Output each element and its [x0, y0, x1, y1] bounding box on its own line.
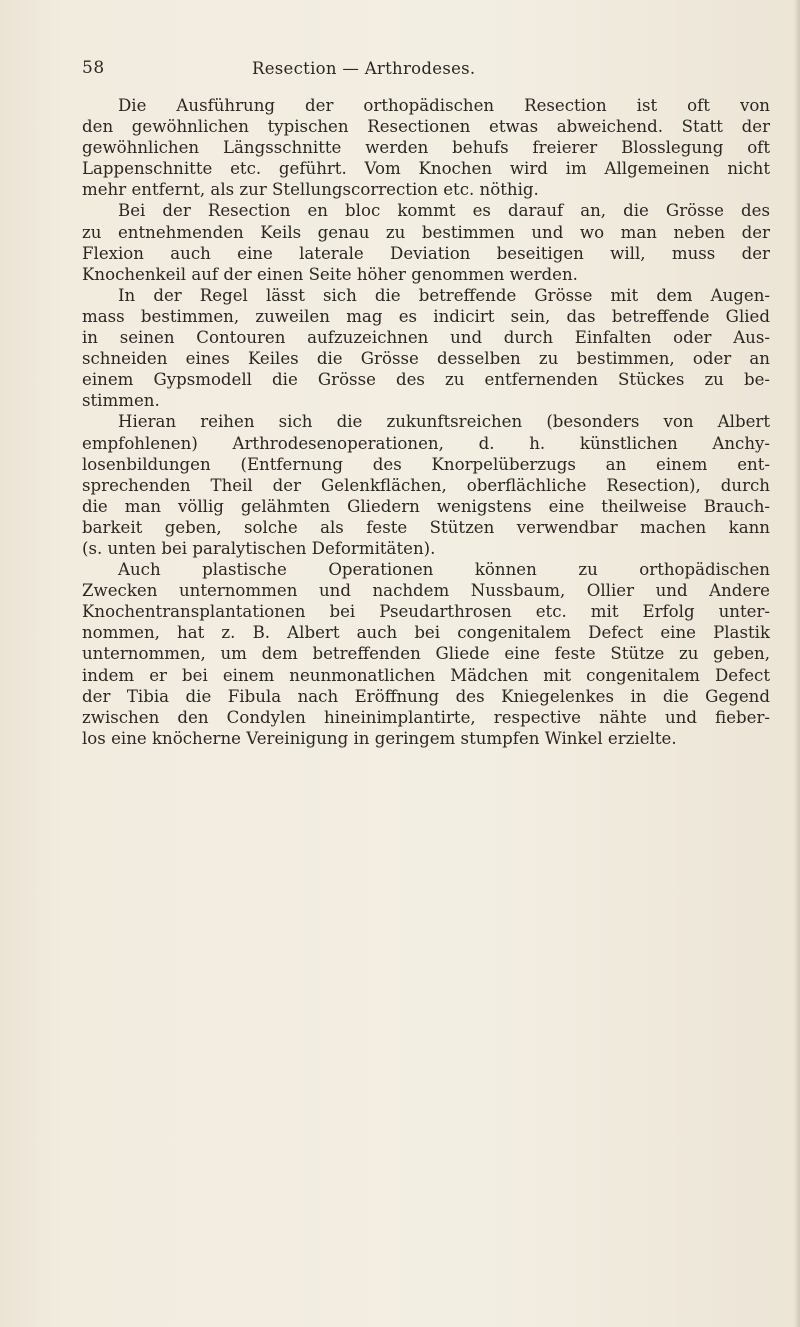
text-line: unternommen, um dem betreffenden Gliede eine feste Stütze zu geben,	[82, 644, 770, 664]
text-line: stimmen.	[82, 391, 160, 411]
running-head: Resection — Arthrodeses.	[252, 59, 476, 78]
text-line: gewöhnlichen Längsschnitte werden behufs freierer Blosslegung oft	[82, 138, 770, 158]
text-line: den gewöhnlichen typischen Resectionen etwas abweichend. Statt der	[82, 117, 770, 137]
text-line: Auch plastische Operationen können zu orthopädischen	[118, 560, 770, 580]
text-line: (s. unten bei paralytischen Deformitäten).	[82, 538, 436, 558]
text-line: los eine knöcherne Vereinigung in geringem stumpfen Winkel erzielte.	[82, 728, 677, 748]
page-number: 58	[82, 58, 105, 78]
body-text	[82, 95, 770, 749]
text-line: schneiden eines Keiles die Grösse desselben zu bestimmen, oder an	[82, 349, 770, 369]
text-line: Die Ausführung der orthopädischen Resection ist oft von	[118, 96, 770, 115]
text-line: sprechenden Theil der Gelenkflächen, oberflächliche Resection), durch	[82, 475, 770, 495]
text-line: mass bestimmen, zuweilen mag es indicirt sein, das betreffende Glied	[82, 306, 770, 326]
text-line: einem Gypsmodell die Grösse des zu entfernenden Stückes zu be-	[82, 370, 770, 390]
text-line: Bei der Resection en bloc kommt es darauf an, die Grösse des	[118, 201, 770, 221]
page-edge-shadow	[794, 0, 800, 1327]
text-line: In der Regel lässt sich die betreffende Grösse mit dem Augen-	[118, 285, 770, 305]
text-line: der Tibia die Fibula nach Eröffnung des Kniegelenkes in die Gegend	[82, 686, 770, 706]
text-line: die man völlig gelähmten Gliedern wenigstens eine theilweise Brauch-	[82, 496, 770, 516]
text-line: barkeit geben, solche als feste Stützen verwendbar machen kann	[82, 517, 770, 537]
text-line: mehr entfernt, als zur Stellungscorrection etc. nöthig.	[82, 180, 539, 200]
text-line: empfohlenen) Arthrodesenoperationen, d. h. künstlichen Anchy-	[82, 433, 770, 453]
text-line: Hieran reihen sich die zukunftsreichen (besonders von Albert	[118, 412, 770, 432]
text-line: Lappenschnitte etc. geführt. Vom Knochen wird im Allgemeinen nicht	[82, 159, 770, 179]
text-line: Knochentransplantationen bei Pseudarthrosen etc. mit Erfolg unter-	[82, 602, 770, 622]
text-line: zu entnehmenden Keils genau zu bestimmen und wo man neben der	[82, 222, 770, 242]
text-line: Flexion auch eine laterale Deviation beseitigen will, muss der	[82, 243, 770, 263]
text-line: zwischen den Condylen hineinimplantirte, respective nähte und fieber-	[82, 707, 770, 727]
text-line: Knochenkeil auf der einen Seite höher genommen werden.	[82, 264, 578, 284]
page-header	[82, 58, 772, 82]
text-line: nommen, hat z. B. Albert auch bei congenitalem Defect eine Plastik	[82, 623, 770, 643]
text-line: indem er bei einem neunmonatlichen Mädchen mit congenitalem Defect	[82, 665, 770, 685]
text-line: losenbildungen (Entfernung des Knorpelüberzugs an einem ent-	[82, 454, 770, 474]
text-line: Zwecken unternommen und nachdem Nussbaum, Ollier und Andere	[82, 581, 770, 601]
text-line: in seinen Contouren aufzuzeichnen und durch Einfalten oder Aus-	[82, 328, 770, 348]
